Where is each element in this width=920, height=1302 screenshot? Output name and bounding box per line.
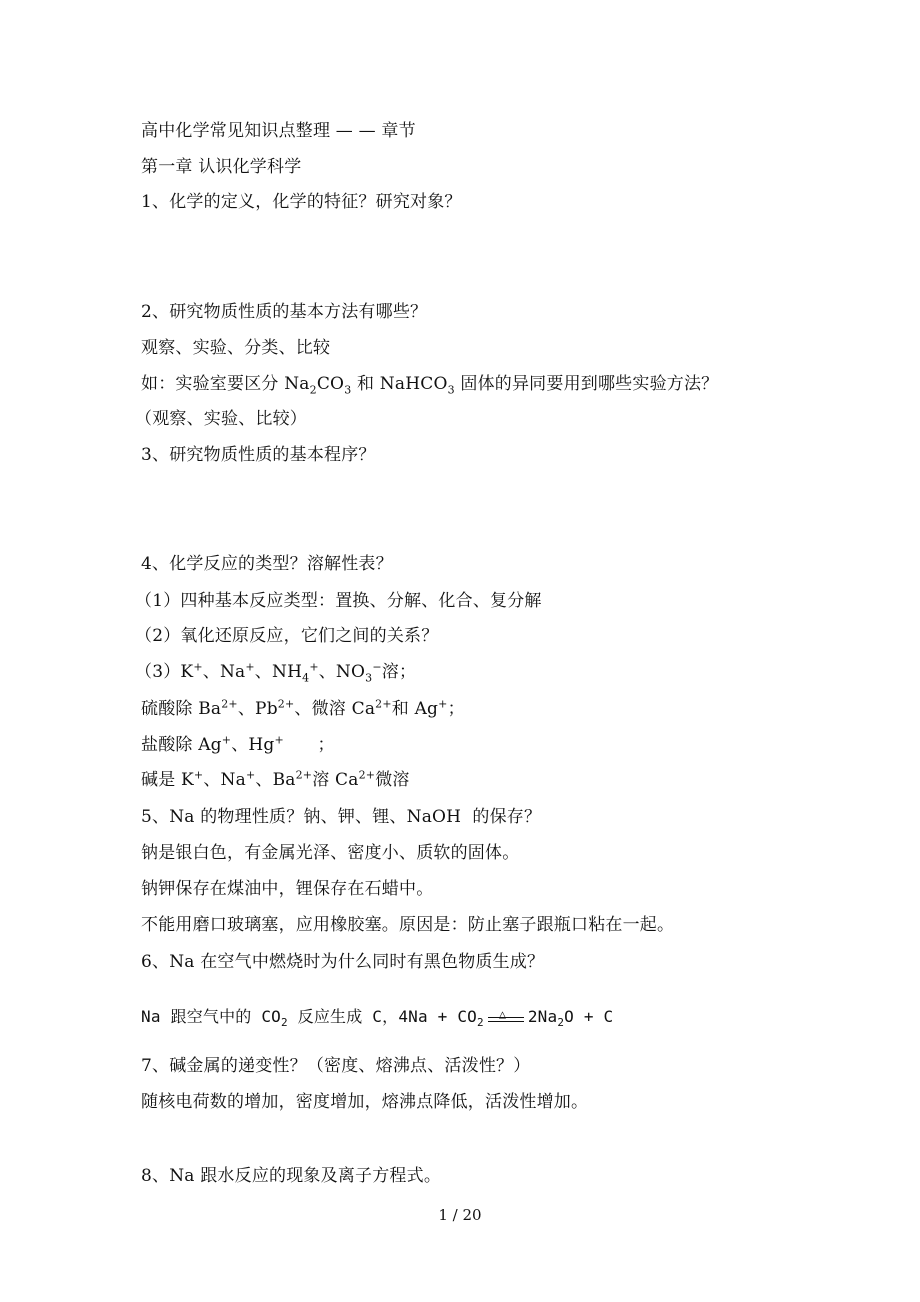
ion-text: 、NH xyxy=(254,662,303,682)
ion-text: 溶； xyxy=(381,662,417,682)
example-text: CO xyxy=(316,374,345,394)
rule-text: 碱是 K xyxy=(141,770,194,790)
combustion-equation xyxy=(141,1005,613,1030)
question-3 xyxy=(141,443,376,467)
heat-condition-sign xyxy=(488,1006,524,1030)
question-2 xyxy=(141,300,427,324)
subscript: 4 xyxy=(302,671,310,685)
answer-text: 不能用磨口玻璃塞，应用橡胶塞。原因是：防止塞子跟瓶口粘在一起。 xyxy=(141,915,675,935)
part-1-text: （1）四种基本反应类型：置换、分解、化合、复分解 xyxy=(135,591,542,611)
subscript: 2 xyxy=(477,1016,484,1030)
superscript: 2+ xyxy=(358,768,376,782)
superscript: + xyxy=(245,768,256,782)
question-5-answer-2 xyxy=(141,877,433,901)
equation-text: 反应生成 C，4Na + CO xyxy=(287,1007,477,1026)
subscript: 3 xyxy=(447,383,455,397)
chapter-heading xyxy=(141,155,301,179)
question-8 xyxy=(141,1164,441,1188)
page-number-text: 1 / 20 xyxy=(438,1206,482,1224)
question-7-answer-text: 随核电荷数的增加，密度增加，熔沸点降低，活泼性增加。 xyxy=(141,1092,589,1112)
hydrochloric-rule xyxy=(141,733,335,757)
rule-text: 硫酸除 Ba xyxy=(141,699,222,719)
ion-text: 、Na xyxy=(202,662,246,682)
rule-text: 和 Ag xyxy=(391,699,439,719)
rule-text: 、Pb xyxy=(237,699,278,719)
superscript: − xyxy=(372,660,382,674)
question-5-answer-3 xyxy=(141,913,674,937)
subscript: 2 xyxy=(309,383,317,397)
superscript: + xyxy=(309,660,319,674)
question-6-text: 6、Na 在空气中燃烧时为什么同时有黑色物质生成？ xyxy=(141,952,545,972)
question-4-part-3 xyxy=(135,660,416,684)
equation-text: 2Na xyxy=(527,1007,558,1026)
subscript: 3 xyxy=(365,671,373,685)
subscript: 2 xyxy=(281,1016,288,1030)
rule-text: ； xyxy=(283,735,335,755)
example-text: 如：实验室要区分 Na xyxy=(141,374,310,394)
superscript: 2+ xyxy=(375,697,392,711)
question-4-text: 4、化学反应的类型？溶解性表？ xyxy=(141,554,393,574)
rule-text: 盐酸除 Ag xyxy=(141,735,222,755)
superscript: + xyxy=(438,697,448,711)
question-7-text: 7、碱金属的递变性？（密度、熔沸点、活泼性？） xyxy=(141,1056,531,1076)
rule-text: ； xyxy=(447,699,465,719)
doc-title xyxy=(141,119,416,143)
answer-text: 钠是银白色，有金属光泽、密度小、质软的固体。 xyxy=(141,843,520,863)
question-7-answer xyxy=(141,1090,588,1114)
answer-text: 钠钾保存在煤油中，锂保存在石蜡中。 xyxy=(141,879,434,899)
question-4-part-2 xyxy=(135,624,438,648)
question-6 xyxy=(141,950,544,974)
heat-triangle-icon: △ xyxy=(498,1006,507,1021)
ion-text: 、NO xyxy=(318,662,366,682)
question-3-text: 3、研究物质性质的基本程序？ xyxy=(141,445,376,465)
subscript: 3 xyxy=(344,383,352,397)
rule-text: 、微溶 Ca xyxy=(294,699,376,719)
rule-text: 微溶 xyxy=(375,770,410,790)
question-8-text: 8、Na 跟水反应的现象及离子方程式。 xyxy=(141,1166,442,1186)
superscript: + xyxy=(221,733,232,747)
question-2-example-answer xyxy=(135,407,307,431)
page-number xyxy=(0,1206,920,1224)
question-4 xyxy=(141,552,393,576)
question-2-answer-text: 观察、实验、分类、比较 xyxy=(141,338,331,358)
question-4-part-1 xyxy=(135,589,542,613)
question-5 xyxy=(141,805,541,829)
superscript: + xyxy=(193,768,204,782)
example-text: 固体的异同要用到哪些实验方法？ xyxy=(454,374,719,394)
base-rule xyxy=(141,768,410,792)
rule-text: 、Ba xyxy=(255,770,296,790)
question-7 xyxy=(141,1054,530,1078)
question-5-answer-1 xyxy=(141,841,519,865)
doc-title-text: 高中化学常见知识点整理 — — 章节 xyxy=(141,121,416,141)
rule-text: 溶 Ca xyxy=(312,770,359,790)
superscript: 2+ xyxy=(277,697,295,711)
equals-bar xyxy=(488,1021,524,1022)
equals-bar xyxy=(488,1017,524,1018)
example-answer-text: （观察、实验、比较） xyxy=(135,409,307,429)
question-2-text: 2、研究物质性质的基本方法有哪些？ xyxy=(141,302,428,322)
question-5-text: 5、Na 的物理性质？钠、钾、锂、NaOH 的保存？ xyxy=(141,807,542,827)
subscript: 2 xyxy=(557,1016,565,1030)
ion-text: （3）K xyxy=(135,662,194,682)
part-2-text: （2）氧化还原反应，它们之间的关系？ xyxy=(135,626,439,646)
rule-text: 、Na xyxy=(203,770,246,790)
example-text: 和 NaHCO xyxy=(351,374,448,394)
equation-text: Na 跟空气中的 CO xyxy=(141,1007,281,1026)
question-2-answer xyxy=(141,336,330,360)
superscript: + xyxy=(274,733,284,747)
chapter-heading-text: 第一章 认识化学科学 xyxy=(141,157,302,177)
superscript: 2+ xyxy=(221,697,238,711)
rule-text: 、Hg xyxy=(231,735,275,755)
superscript: + xyxy=(245,660,255,674)
question-1-text: 1、化学的定义，化学的特征？研究对象？ xyxy=(141,192,462,212)
question-1 xyxy=(141,190,462,214)
question-2-example xyxy=(141,372,718,396)
superscript: + xyxy=(193,660,203,674)
equation-text: O + C xyxy=(564,1007,614,1026)
superscript: 2+ xyxy=(295,768,313,782)
sulfate-rule xyxy=(141,697,465,721)
